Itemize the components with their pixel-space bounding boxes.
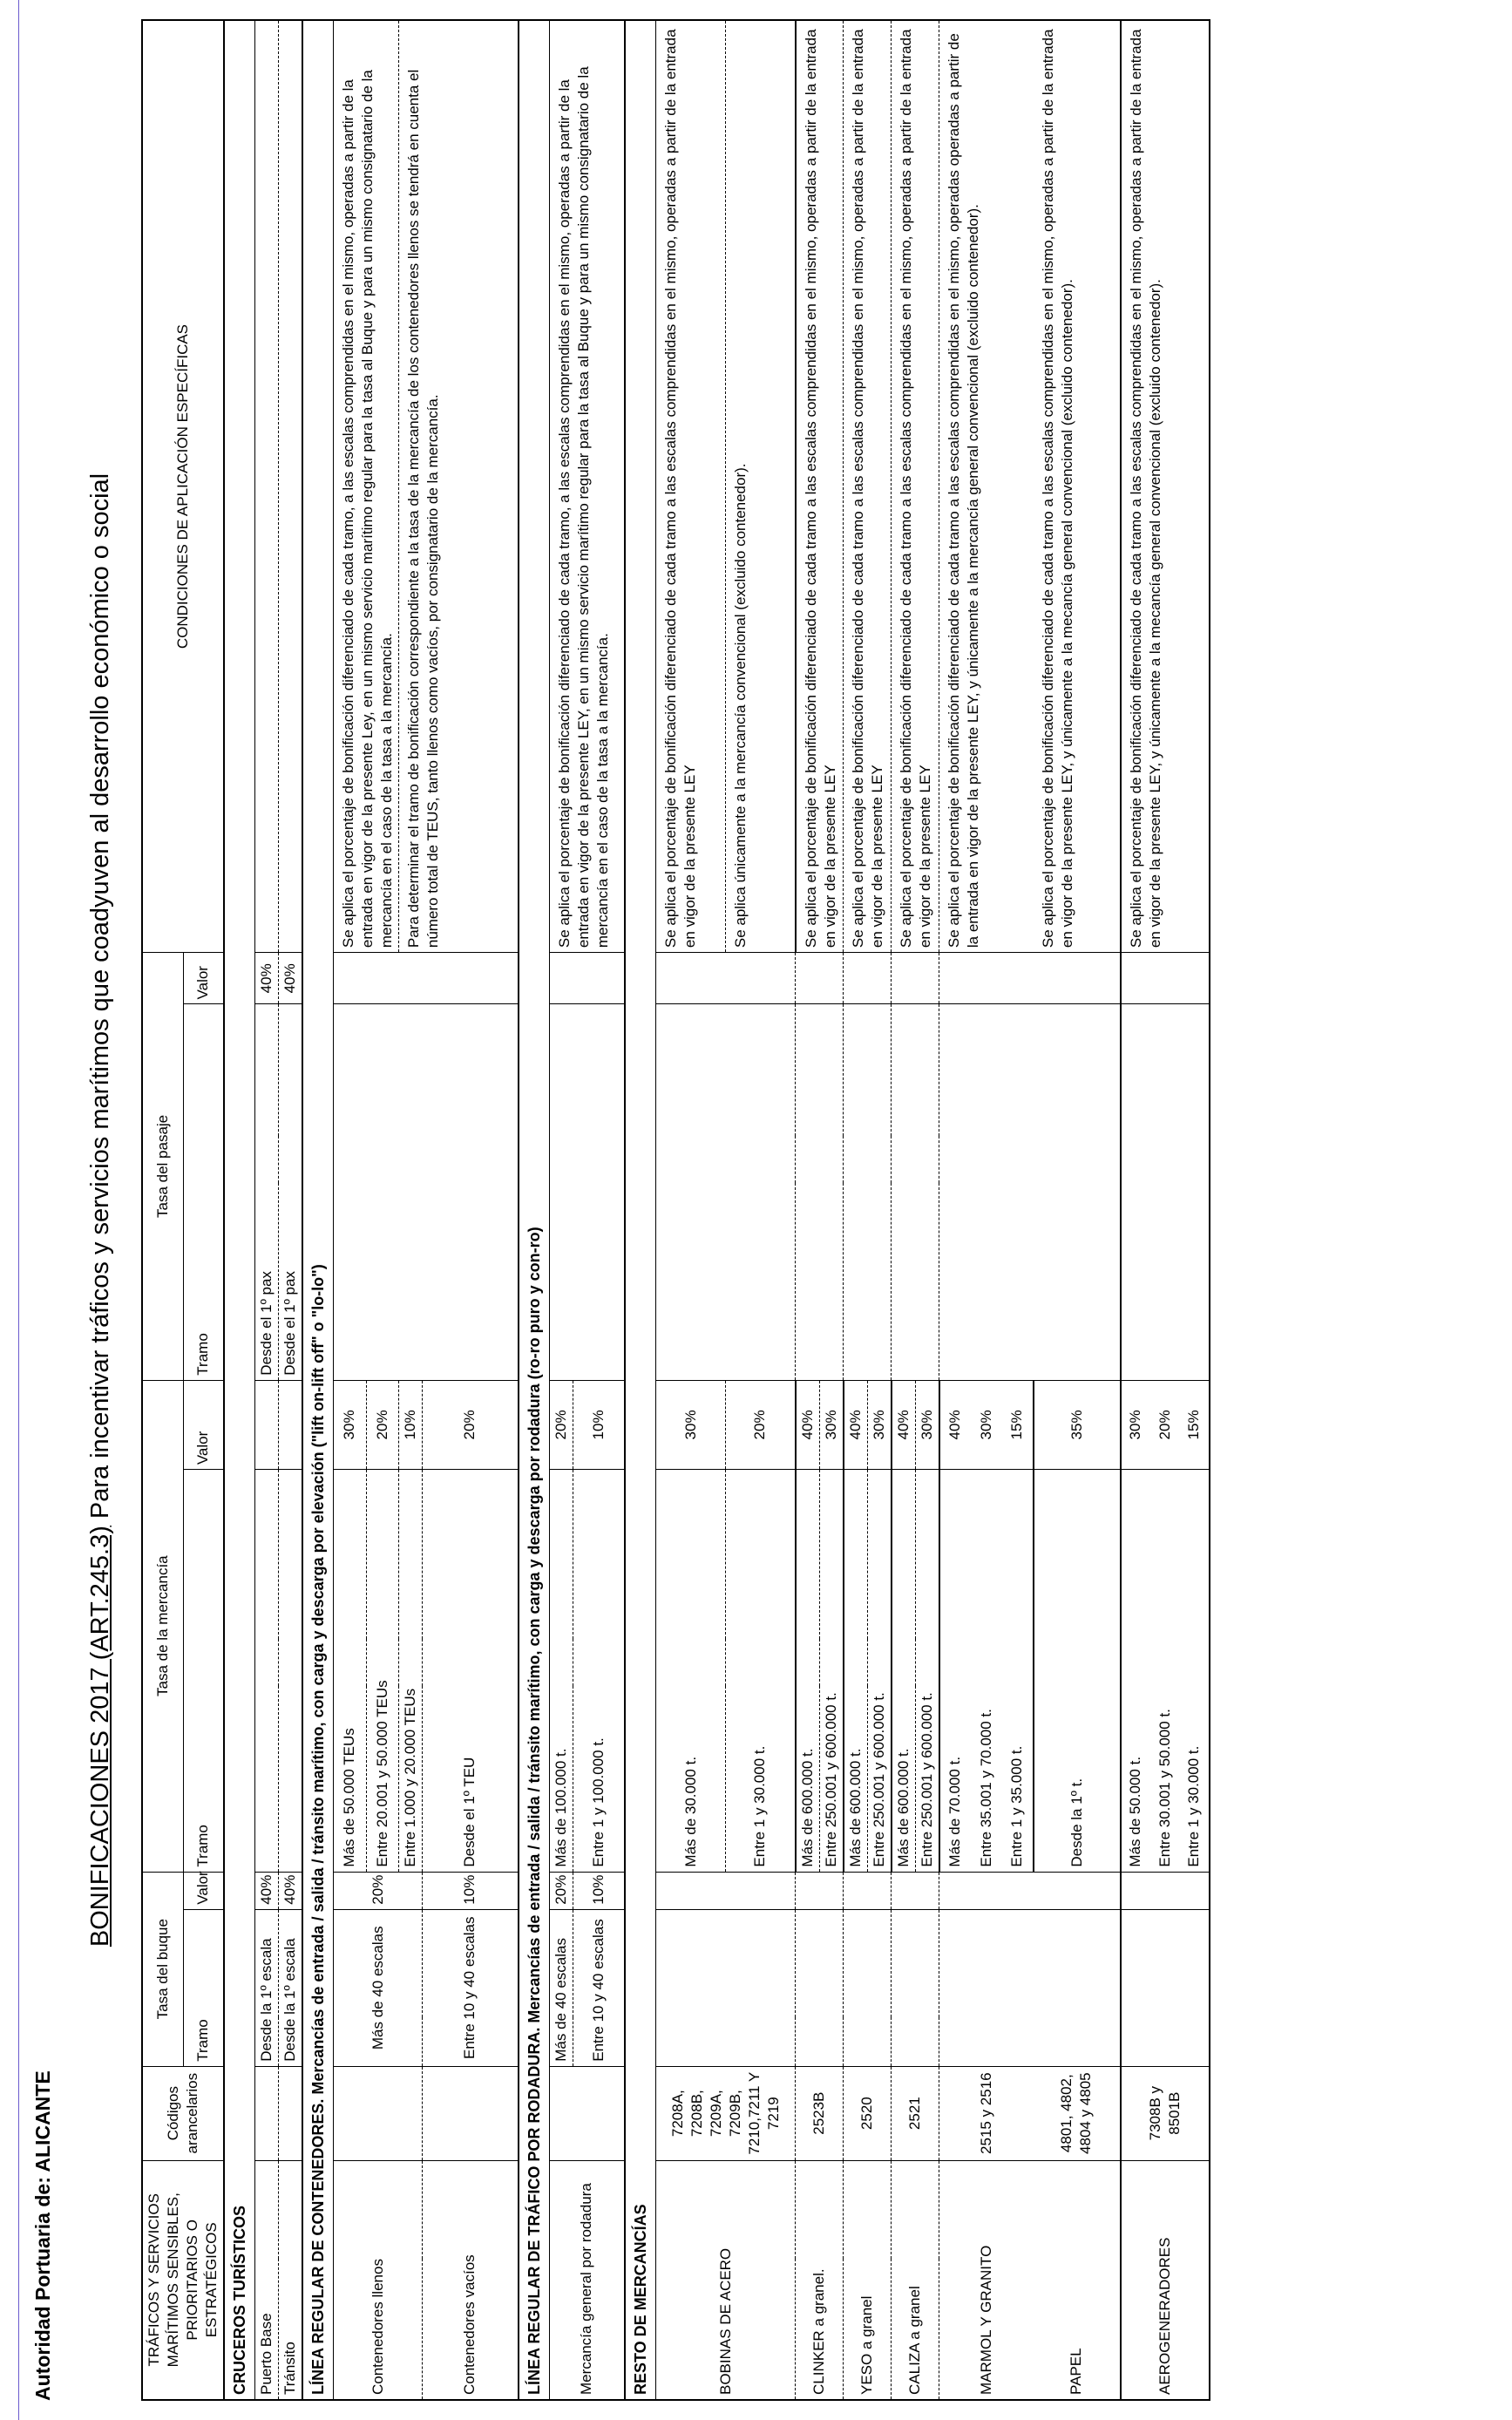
resto-item-name: AEROGENERADORES [1121,2160,1210,2400]
section-resto-title: RESTO DE MERCANCÍAS [625,20,656,2400]
resto-goods-valor: 20% [1150,1380,1180,1469]
header-traffic: TRÁFICOS Y SERVICIOS MARÍTIMOS SENSIBLES, PRIORITARIOS O ESTRATÉGICOS [142,2160,224,2400]
contenedores-goods-valor: 10% [399,1380,423,1469]
document-title [86,19,115,2401]
resto-goods-valor: 40% [892,1380,916,1469]
header-goods-tramo: Tramo [183,1470,224,1872]
resto-item-name: YESO a granel [844,2160,892,2400]
resto-goods-valor: 40% [939,1380,971,1469]
table-row [844,20,868,2400]
resto-goods-tramo: Más de 70.000 t. [939,1470,971,1872]
header-pax-valor: Valor [183,953,224,1004]
cruceros-pax-valor: 40% [279,953,303,1004]
section-cruceros-title: CRUCEROS TURÍSTICOS [224,20,255,2400]
resto-item-name: CALIZA a granel [892,2160,939,2400]
table-row [549,20,573,2400]
resto-item-codes: 7308B y 8501B [1121,2066,1210,2160]
header-conditions: CONDICIONES DE APLICACIÓN ESPECÍFICAS [142,20,224,953]
cruceros-ship-tramo: Desde la 1º escala [279,1909,303,2066]
resto-goods-valor: 40% [796,1380,820,1469]
resto-item-codes: 2515 y 2516 [939,2066,1034,2160]
resto-goods-tramo: Más de 600.000 t. [892,1470,916,1872]
table-row [939,20,971,2400]
resto-goods-valor: 30% [971,1380,1002,1469]
header-ship-fee: Tasa del buque [142,1872,183,2066]
contenedores-conditions-2: Para determinar el tramo de bonificación correspondiente a la tasa de la mercancía de los contenedores llenos se tendrá en cuenta el número total de TEUS, tanto llenos como vacíos, por consignatario de la mercancía. [399,20,519,953]
resto-goods-tramo: Entre 30.001 y 50.000 t. [1150,1470,1180,1872]
rodadura-goods-tramo: Más de 100.000 t. [549,1470,573,1872]
header-ship-tramo: Tramo [183,1909,224,2066]
resto-item-conditions: Se aplica el porcentaje de bonificación diferenciado de cada tramo a las escalas comprendidas en el mismo, operadas a partir de la entrada en vigor de la presente LEY, y únicamente a la mecancía general convencional (excluido contenedor). [1121,20,1210,953]
resto-goods-tramo: Más de 600.000 t. [844,1470,868,1872]
resto-goods-valor: 20% [726,1380,796,1469]
resto-goods-valor: 30% [1121,1380,1150,1469]
table-row [1121,20,1150,2400]
resto-item-conditions: Se aplica el porcentaje de bonificación diferenciado de cada tramo a las escalas comprendidas en el mismo, operadas a partir de la entrada en vigor de la presente LEY [844,20,892,953]
table-row [1034,20,1121,2400]
resto-item-codes: 7208A, 7208B, 7209A, 7209B, 7210,7211 Y 7219 [656,2066,796,2160]
resto-goods-valor: 35% [1034,1380,1121,1469]
contenedores-goods-tramo: Entre 1.000 y 20.000 TEUs [399,1470,423,1872]
resto-goods-valor: 30% [915,1380,939,1469]
contenedores-ship-valor-2: 10% [423,1872,519,1909]
rodadura-goods-valor: 20% [549,1380,573,1469]
resto-goods-tramo: Entre 1 y 30.000 t. [1180,1470,1210,1872]
resto-goods-tramo: Entre 250.001 y 600.000 t. [915,1470,939,1872]
rodadura-ship-valor: 20% [549,1872,573,1909]
cruceros-ship-valor: 40% [279,1872,303,1909]
resto-goods-tramo: Más de 600.000 t. [796,1470,820,1872]
authority-label: Autoridad Portuaria de: ALICANTE [31,2070,54,2401]
resto-item-codes: 4801, 4802, 4804 y 4805 [1034,2066,1121,2160]
resto-item-codes: 2521 [892,2066,939,2160]
resto-item-name: PAPEL [1034,2160,1121,2400]
rodadura-conditions: Se aplica el porcentaje de bonificación diferenciado de cada tramo, a las escalas comprendidas en el mismo, operadas a partir de la entrada en vigor de la presente LEY, en un mismo servicio marítimo regular para la tasa al Buque y para un mismo consignatario de la mercancía en el caso de la tasa a la mercancía. [549,20,625,953]
cruceros-row-name: Tránsito [279,2160,303,2400]
rodadura-ship-tramo: Más de 40 escalas [549,1909,573,2066]
bonificaciones-table [141,19,1210,2401]
contenedores-llenos-name: Contenedores llenos [334,2160,423,2400]
resto-goods-tramo: Entre 1 y 30.000 t. [726,1470,796,1872]
resto-item-conditions: Se aplica el porcentaje de bonificación diferenciado de cada tramo a las escalas comprendidas en el mismo, operadas a partir de la entrada en vigor de la presente LEY, y únicamente a la mecancía general convencional (excluido contenedor). [1034,20,1121,953]
table-row [279,20,303,2400]
cruceros-ship-tramo: Desde la 1º escala [255,1909,279,2066]
title-article: BONIFICACIONES 2017 (ART.245.3) [86,1526,114,1948]
resto-goods-tramo: Entre 35.001 y 70.000 t. [971,1470,1002,1872]
contenedores-vacios-name: Contenedores vacíos [423,2160,519,2400]
header-ship-valor: Valor [183,1872,224,1909]
resto-item-conditions: Se aplica el porcentaje de bonificación diferenciado de cada tramo a las escalas comprendidas en el mismo, operadas operadas a partir de la entrada en vigor de la presente LEY, y únicamente a la mercancía general convencional (excluido contenedor). [939,20,1034,953]
resto-item-name: MARMOL Y GRANITO [939,2160,1034,2400]
contenedores-goods-tramo: Entre 20.001 y 50.000 TEUs [366,1470,399,1872]
contenedores-goods-valor: 20% [366,1380,399,1469]
table-row [334,20,367,2400]
cruceros-ship-valor: 40% [255,1872,279,1909]
contenedores-vacios-goods-valor: 20% [423,1380,519,1469]
rodadura-ship-tramo: Entre 10 y 40 escalas [573,1909,625,2066]
contenedores-ship-valor-1: 20% [334,1872,423,1909]
resto-goods-valor: 30% [819,1380,844,1469]
header-codes: Códigos arancelarios [142,2066,224,2160]
header-goods-valor: Valor [183,1380,224,1469]
table-row [892,20,916,2400]
rodadura-goods-valor: 10% [573,1380,625,1469]
table-row [796,20,820,2400]
contenedores-conditions-1: Se aplica el porcentaje de bonificación diferenciado de cada tramo, a las escalas comprendidas en el mismo, operadas a partir de la entrada en vigor de la presente Ley, en un mismo servicio marítimo regular para la tasa al Buque y para un mismo consignatario de la mercancía en el caso de la tasa a la mercancía. [334,20,399,953]
cruceros-pax-tramo: Desde el 1º pax [279,1004,303,1380]
resto-goods-tramo: Entre 1 y 35.000 t. [1002,1470,1034,1872]
resto-item-conditions-2: Se aplica únicamente a la mercancía convencional (excluido contenedor). [726,20,796,953]
resto-item-codes: 2523B [796,2066,844,2160]
resto-goods-tramo: Entre 250.001 y 600.000 t. [819,1470,844,1872]
resto-item-conditions: Se aplica el porcentaje de bonificación diferenciado de cada tramo a las escalas comprendidas en el mismo, operadas a partir de la entrada en vigor de la presente LEY [796,20,844,953]
rodadura-name: Mercancía general por rodadura [549,2160,625,2400]
resto-item-conditions: Se aplica el porcentaje de bonificación diferenciado de cada tramo a las escalas comprendidas en el mismo, operadas a partir de la entrada en vigor de la presente LEY [656,20,726,953]
resto-item-name: BOBINAS DE ACERO [656,2160,796,2400]
table-row [656,20,726,2400]
contenedores-ship-tramo-1: Más de 40 escalas [334,1909,423,2066]
resto-goods-valor: 30% [867,1380,892,1469]
rodadura-ship-valor: 10% [573,1872,625,1909]
resto-goods-tramo: Más de 50.000 t. [1121,1470,1150,1872]
contenedores-ship-tramo-2: Entre 10 y 40 escalas [423,1909,519,2066]
cruceros-row-name: Puerto Base [255,2160,279,2400]
resto-goods-tramo: Desde la 1º t. [1034,1470,1121,1872]
resto-goods-tramo: Más de 30.000 t. [656,1470,726,1872]
resto-item-codes: 2520 [844,2066,892,2160]
section-rodadura-title: LÍNEA REGULAR DE TRÁFICO POR RODADURA. Mercancías de entrada / salida / tránsito marítimo, con carga y descarga por rodadura (ro-ro puro y con-ro) [519,20,550,2400]
section-contenedores-title: LÍNEA REGULAR DE CONTENEDORES. Mercancías de entrada / salida / tránsito marítimo, con carga y descarga por elevación ("lift on-lift off" o "lo-lo") [302,20,334,2400]
resto-item-name: CLINKER a granel. [796,2160,844,2400]
rodadura-goods-tramo: Entre 1 y 100.000 t. [573,1470,625,1872]
resto-goods-tramo: Entre 250.001 y 600.000 t. [867,1470,892,1872]
cruceros-pax-valor: 40% [255,953,279,1004]
resto-item-conditions: Se aplica el porcentaje de bonificación diferenciado de cada tramo a las escalas comprendidas en el mismo, operadas a partir de la entrada en vigor de la presente LEY [892,20,939,953]
resto-goods-valor: 30% [656,1380,726,1469]
resto-goods-valor: 15% [1002,1380,1034,1469]
header-goods-fee: Tasa de la mercancía [142,1380,183,1872]
cruceros-pax-tramo: Desde el 1º pax [255,1004,279,1380]
contenedores-goods-tramo: Más de 50.000 TEUs [334,1470,367,1872]
resto-goods-valor: 15% [1180,1380,1210,1469]
header-passenger-fee: Tasa del pasaje [142,953,183,1381]
title-description: Para incentivar tráficos y servicios marítimos que coadyuven al desarrollo económico o social [86,472,114,1526]
header-pax-tramo: Tramo [183,1004,224,1380]
table-row [255,20,279,2400]
contenedores-goods-valor: 30% [334,1380,367,1469]
contenedores-vacios-goods-tramo: Desde el 1º TEU [423,1470,519,1872]
resto-goods-valor: 40% [844,1380,868,1469]
